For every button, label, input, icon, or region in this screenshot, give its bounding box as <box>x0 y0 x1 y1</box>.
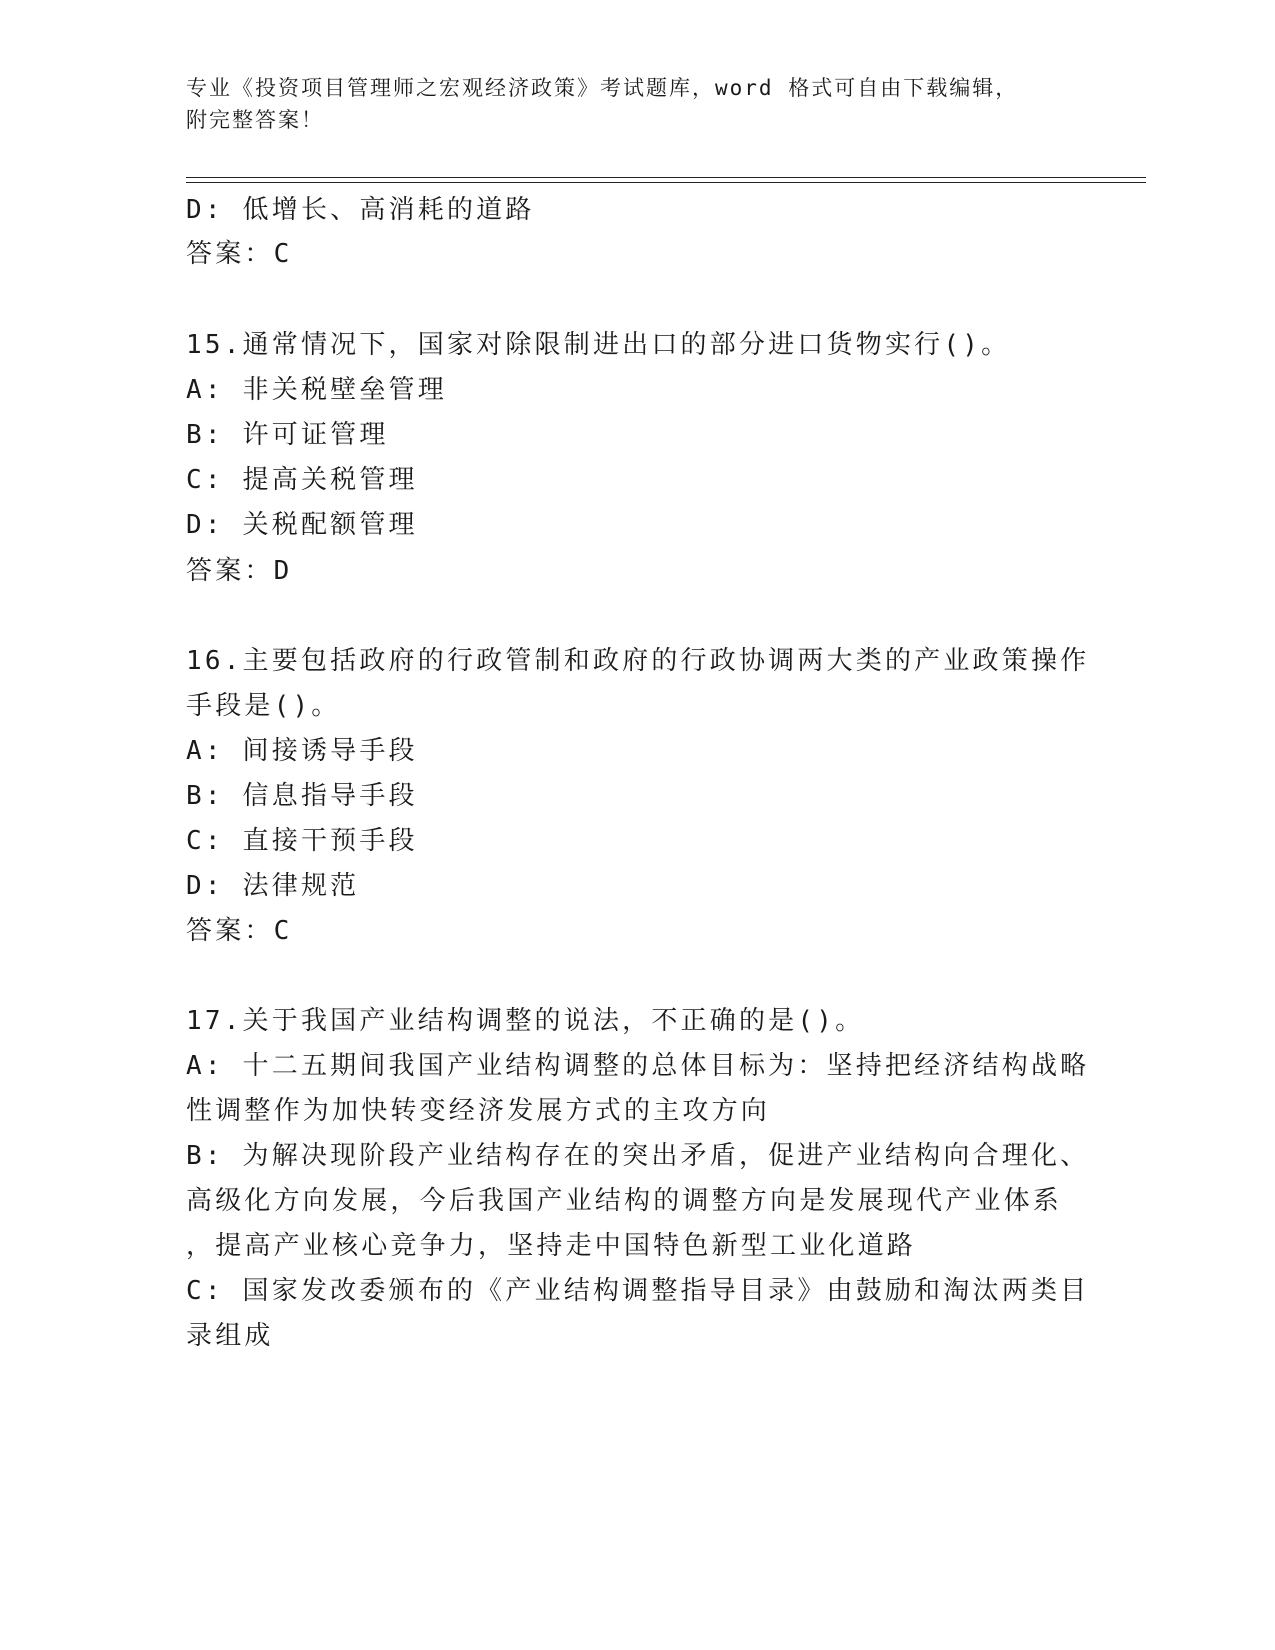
question-line: 17.关于我国产业结构调整的说法，不正确的是()。 <box>186 1006 865 1036</box>
document-header <box>186 72 1066 136</box>
option-line: B: 许可证管理 <box>186 420 389 450</box>
option-line: B: 为解决现阶段产业结构存在的突出矛盾，促进产业结构向合理化、 <box>186 1141 1090 1171</box>
header-rule-top <box>186 177 1146 178</box>
question-line: 16.主要包括政府的行政管制和政府的行政协调两大类的产业政策操作 <box>186 646 1090 676</box>
option-line: ，提高产业核心竞争力，坚持走中国特色新型工业化道路 <box>186 1231 917 1261</box>
option-line: 录组成 <box>186 1321 274 1351</box>
option-line: A: 间接诱导手段 <box>186 736 418 766</box>
option-line: 性调整作为加快转变经济发展方式的主攻方向 <box>186 1096 771 1126</box>
option-line: D: 低增长、高消耗的道路 <box>186 195 535 225</box>
answer-line: 答案：C <box>186 239 293 269</box>
option-line: A: 十二五期间我国产业结构调整的总体目标为：坚持把经济结构战略 <box>186 1051 1090 1081</box>
option-line: C: 国家发改委颁布的《产业结构调整指导目录》由鼓励和淘汰两类目 <box>186 1276 1090 1306</box>
option-line: 高级化方向发展，今后我国产业结构的调整方向是发展现代产业体系 <box>186 1186 1063 1216</box>
header-rule-bottom <box>186 182 1146 183</box>
option-line: D: 关税配额管理 <box>186 510 418 540</box>
option-line: B: 信息指导手段 <box>186 781 418 811</box>
answer-line: 答案：C <box>186 916 293 946</box>
option-line: A: 非关税壁垒管理 <box>186 375 447 405</box>
question-line: 15.通常情况下，国家对除限制进出口的部分进口货物实行()。 <box>186 330 1011 360</box>
option-line: C: 直接干预手段 <box>186 826 418 856</box>
option-line: D: 法律规范 <box>186 871 360 901</box>
header-line-2: 附完整答案！ <box>186 108 324 132</box>
option-line: C: 提高关税管理 <box>186 465 418 495</box>
header-line-1: 专业《投资项目管理师之宏观经济政策》考试题库，word 格式可自由下载编辑， <box>186 76 1019 100</box>
question-line: 手段是()。 <box>186 691 341 721</box>
answer-line: 答案：D <box>186 556 293 586</box>
